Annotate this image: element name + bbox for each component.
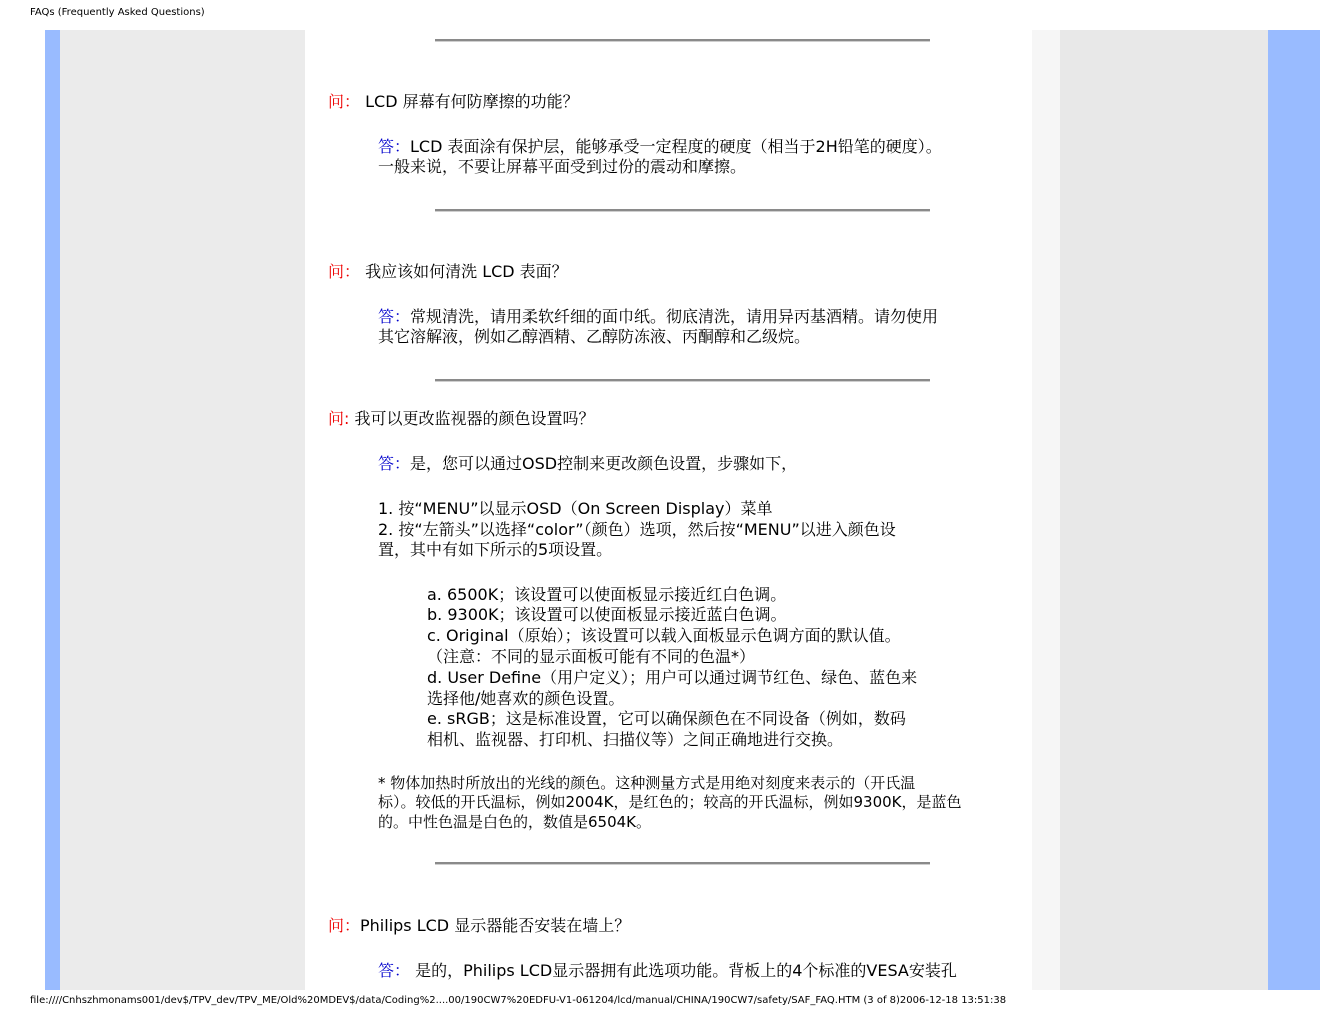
faq-answer-line <box>378 454 797 475</box>
question-text: Philips LCD 显示器能否安装在墙上？ <box>360 916 631 935</box>
faq-answer-line <box>378 307 938 328</box>
color-option: e. sRGB；这是标准设置，它可以确保颜色在不同设备（例如，数码 <box>427 709 906 728</box>
color-option: c. Original（原始）；该设置可以载入面板显示色调方面的默认值。 <box>427 626 901 645</box>
footnote: * 物体加热时所放出的光线的颜色。这种测量方式是用绝对刻度来表示的（开氏温 <box>378 774 916 792</box>
divider <box>435 862 930 865</box>
color-option: a. 6500K；该设置可以使面板显示接近红白色调。 <box>427 585 787 604</box>
question-label: 问： <box>328 92 361 111</box>
faq-question <box>328 92 579 113</box>
divider <box>435 379 930 382</box>
answer-text: 一般来说，不要让屏幕平面受到过份的震动和摩擦。 <box>378 157 747 176</box>
page-header: FAQs (Frequently Asked Questions) <box>30 7 205 18</box>
question-text: 我应该如何清洗 LCD 表面？ <box>360 262 568 281</box>
answer-text: 是，您可以通过OSD控制来更改颜色设置，步骤如下， <box>410 454 798 473</box>
footnote: 标）。较低的开氏温标，例如2004K，是红色的；较高的开氏温标，例如9300K，是蓝色 <box>378 793 962 811</box>
faq-answer-line <box>378 961 957 982</box>
divider <box>435 39 930 42</box>
faq-answer-line <box>378 137 942 158</box>
faq-question <box>328 916 630 937</box>
answer-text: 是的，Philips LCD显示器拥有此选项功能。背板上的4个标准的VESA安装孔 <box>410 961 957 980</box>
footnote: 的。中性色温是白色的，数值是6504K。 <box>378 813 652 831</box>
right-gray-panel <box>1060 30 1268 990</box>
right-blue-stripe <box>1268 30 1320 990</box>
answer-label: 答： <box>378 454 411 473</box>
answer-label: 答： <box>378 137 411 156</box>
color-option-continued: （注意：不同的显示面板可能有不同的色温*） <box>427 647 756 666</box>
answer-label: 答： <box>378 307 411 326</box>
left-gray-panel <box>60 30 305 990</box>
question-text: LCD 屏幕有何防摩擦的功能？ <box>360 92 579 111</box>
step-item-continued: 置，其中有如下所示的5项设置。 <box>378 540 613 559</box>
divider <box>435 209 930 212</box>
faq-question <box>328 262 568 283</box>
color-option-continued: 选择他/她喜欢的颜色设置。 <box>427 689 625 708</box>
faq-question <box>328 409 595 430</box>
question-text: 我可以更改监视器的颜色设置吗？ <box>349 409 595 428</box>
color-option-continued: 相机、监视器、打印机、扫描仪等）之间正确地进行交换。 <box>427 730 844 749</box>
answer-text: 常规清洗，请用柔软纤细的面巾纸。彻底清洗，请用异丙基酒精。请勿使用 <box>410 307 939 326</box>
question-label: 问: <box>328 409 350 428</box>
answer-text: LCD 表面涂有保护层，能够承受一定程度的硬度（相当于2H铅笔的硬度）。 <box>410 137 942 156</box>
page-footer-path: file:////Cnhszhmonams001/dev$/TPV_dev/TPV_ME/Old%20MDEV$/data/Coding%2....00/190CW7%20EDFU-V1-061204/lcd/manual/CHINA/190CW7/safety/SAF_FAQ.HTM (3 of 8)2006-12-18 13:51:38 <box>30 995 1007 1006</box>
color-option: b. 9300K；该设置可以使面板显示接近蓝白色调。 <box>427 605 787 624</box>
answer-label: 答： <box>378 961 411 980</box>
step-item: 1. 按“MENU”以显示OSD（On Screen Display）菜单 <box>378 499 773 518</box>
answer-text: 其它溶解液，例如乙醇酒精、乙醇防冻液、丙酮醇和乙级烷。 <box>378 327 811 346</box>
question-label: 问： <box>328 916 361 935</box>
step-item: 2. 按“左箭头”以选择“color”（颜色）选项，然后按“MENU”以进入颜色设 <box>378 520 896 539</box>
question-label: 问： <box>328 262 361 281</box>
color-option: d. User Define（用户定义）；用户可以通过调节红色、绿色、蓝色来 <box>427 668 918 687</box>
left-blue-stripe <box>45 30 60 990</box>
right-faint-panel <box>1032 30 1060 990</box>
